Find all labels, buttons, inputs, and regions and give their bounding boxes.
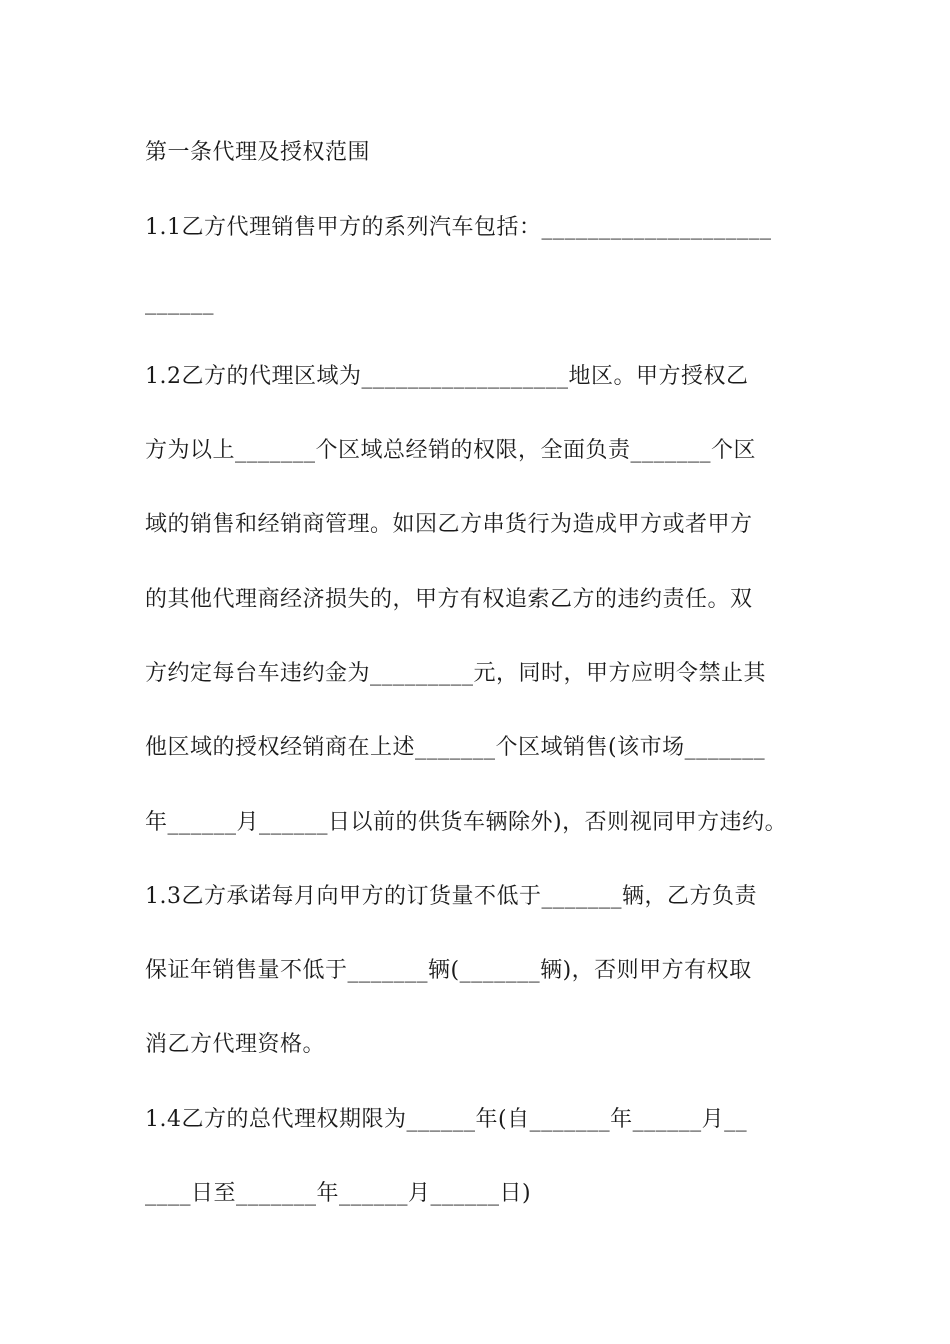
clause-1-2-line-2: 方为以上_______个区域总经销的权限，全面负责_______个区 [145, 438, 757, 463]
clause-1-2-line-4: 的其他代理商经济损失的，甲方有权追索乙方的违约责任。双 [145, 587, 753, 612]
clause-1-4-line-1: 1.4乙方的总代理权期限为______年(自_______年______月__ [145, 1107, 748, 1132]
clause-1-3-line-3: 消乙方代理资格。 [145, 1032, 326, 1057]
clause-1-1-line-1: 1.1乙方代理销售甲方的系列汽车包括：____________________ [145, 215, 772, 240]
clause-1-3-line-1: 1.3乙方承诺每月向甲方的订货量不低于_______辆，乙方负责 [145, 884, 757, 909]
clause-1-2-line-6: 他区域的授权经销商在上述_______个区域销售(该市场_______ [145, 735, 766, 760]
clause-1-3-line-2: 保证年销售量不低于_______辆(_______辆)，否则甲方有权取 [145, 958, 752, 983]
clause-1-1-line-2: ______ [145, 290, 214, 315]
section-heading: 第一条代理及授权范围 [145, 140, 371, 165]
clause-1-2-line-7: 年______月______日以前的供货车辆除外)，否则视同甲方违约。 [145, 810, 788, 835]
clause-1-2-line-5: 方约定每台车违约金为_________元，同时，甲方应明令禁止其 [145, 661, 767, 686]
clause-1-4-line-2: ____日至_______年______月______日) [145, 1181, 532, 1206]
clause-1-2-line-1: 1.2乙方的代理区域为__________________地区。甲方授权乙 [145, 364, 749, 389]
clause-1-2-line-3: 域的销售和经销商管理。如因乙方串货行为造成甲方或者甲方 [145, 512, 753, 537]
